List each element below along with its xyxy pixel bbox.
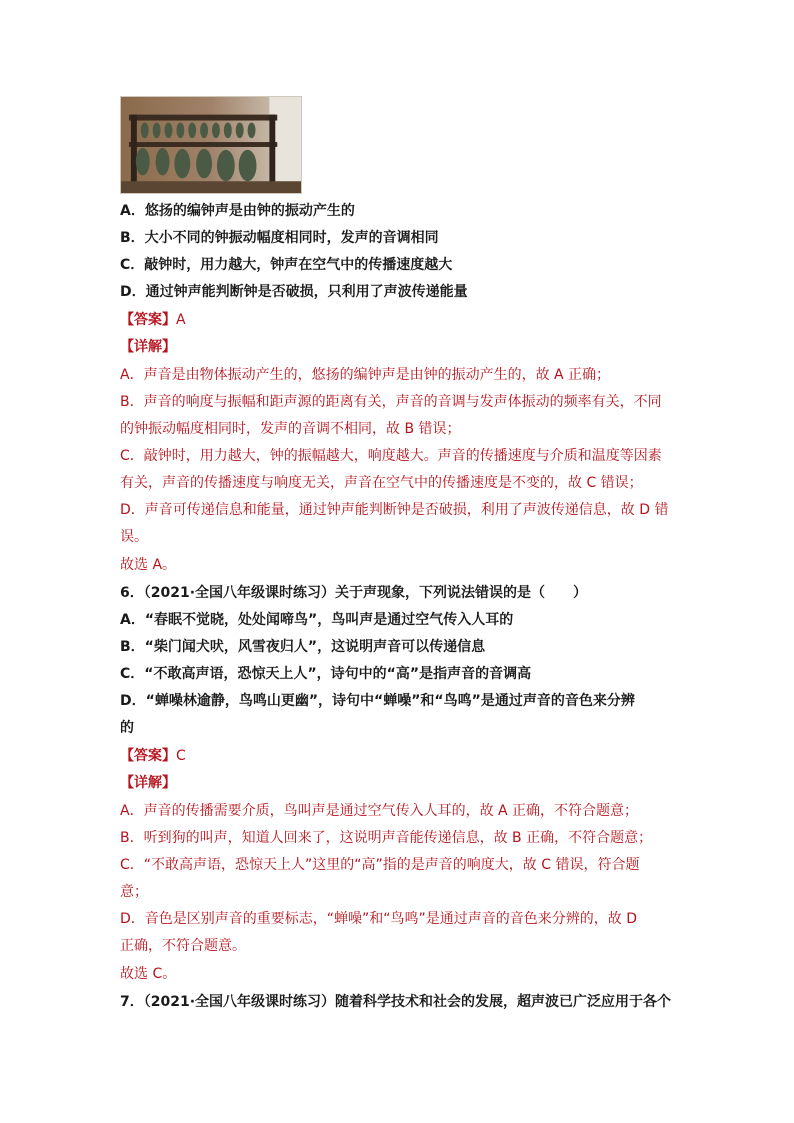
q7-stem-text: 随着科学技术和社会的发展，超声波已广泛应用于各个: [335, 994, 672, 1010]
q6-option-c: C．“不敢高声语，恐惊天上人”，诗句中的“高”是指声音的音调高: [120, 666, 532, 682]
q7-number: 7．: [120, 994, 144, 1010]
q6-option-d-cont: 的: [120, 720, 134, 736]
q6-explanation-line: A．声音的传播需要介质，鸟叫声是通过空气传入人耳的，故 A 正确，不符合题意；: [120, 803, 639, 819]
q7-source: （2021·全国八年级课时练习）: [143, 994, 336, 1010]
q5-explanation-line: B．声音的响度与振幅和距声源的距离有关，声音的音调与发声体振动的频率有关，不同: [120, 394, 662, 410]
q6-explanation-line: C．“不敢高声语，恐惊天上人”这里的“高”指的是声音的响度大，故 C 错误，符合题: [120, 857, 640, 873]
q5-option-d: D．通过钟声能判断钟是否破损，只利用了声波传递能量: [120, 284, 468, 300]
q5-explanation-line: 有关，声音的传播速度与响度无关，声音在空气中的传播速度是不变的，故 C 错误；: [120, 475, 643, 491]
q5-explanation-line: D．声音可传递信息和能量，通过钟声能判断钟是否破损，利用了声波传递信息，故 D 错: [120, 502, 669, 518]
q5-option-c: C．敲钟时，用力越大，钟声在空气中的传播速度越大: [120, 257, 453, 273]
q7-stem: [120, 993, 671, 1011]
q6-source: （2021·全国八年级课时练习）: [143, 585, 336, 601]
q6-answer: [120, 747, 186, 765]
q6-explanation-line: 意；: [120, 884, 148, 900]
q6-explanation-line: B．听到狗的叫声，知道人回来了，这说明声音能传递信息，故 B 正确，不符合题意；: [120, 830, 653, 846]
q6-option-a: A．“春眠不觉晓，处处闻啼鸟”，鸟叫声是通过空气传入人耳的: [120, 612, 514, 628]
q6-stem: [120, 584, 587, 602]
answer-value: C: [176, 748, 186, 764]
q6-option-b: B．“柴门闻犬吠，风雪夜归人”，这说明声音可以传递信息: [120, 639, 486, 655]
q5-explanation-line: 误。: [120, 529, 148, 545]
q5-explanation-line: 的钟振动幅度相同时，发声的音调不相同，故 B 错误；: [120, 421, 461, 437]
q6-explanation-line: 正确，不符合题意。: [120, 938, 246, 954]
q5-option-a: A．悠扬的编钟声是由钟的振动产生的: [120, 203, 355, 219]
answer-tag: 【答案】: [120, 748, 176, 764]
explain-tag: 【详解】: [120, 339, 176, 355]
q6-explain-tag: [120, 774, 176, 792]
answer-value: A: [176, 312, 186, 328]
q6-stem-text: 关于声现象，下列说法错误的是（ ）: [335, 585, 588, 601]
bianzhong-bells-photo: [120, 96, 302, 194]
q6-number: 6．: [120, 585, 144, 601]
q6-explanation-line: D．音色是区别声音的重要标志，“蝉噪”和“鸟鸣”是通过声音的音色来分辨的，故 D: [120, 911, 638, 927]
explain-tag: 【详解】: [120, 775, 176, 791]
q5-answer: [120, 311, 186, 329]
answer-tag: 【答案】: [120, 312, 176, 328]
q6-option-d: D．“蝉噪林逾静，鸟鸣山更幽”，诗句中“蝉噪”和“鸟鸣”是通过声音的音色来分辨: [120, 693, 635, 709]
q5-explanation-line: C．敲钟时，用力越大，钟的振幅越大，响度越大。声音的传播速度与介质和温度等因素: [120, 448, 662, 464]
q5-conclusion: 故选 A。: [120, 557, 177, 573]
q5-explanation-line: A．声音是由物体振动产生的，悠扬的编钟声是由钟的振动产生的，故 A 正确；: [120, 367, 611, 383]
q5-option-b: B．大小不同的钟振动幅度相同时，发声的音调相同: [120, 230, 439, 246]
q6-conclusion: 故选 C。: [120, 966, 177, 982]
q5-explain-tag: [120, 338, 176, 356]
